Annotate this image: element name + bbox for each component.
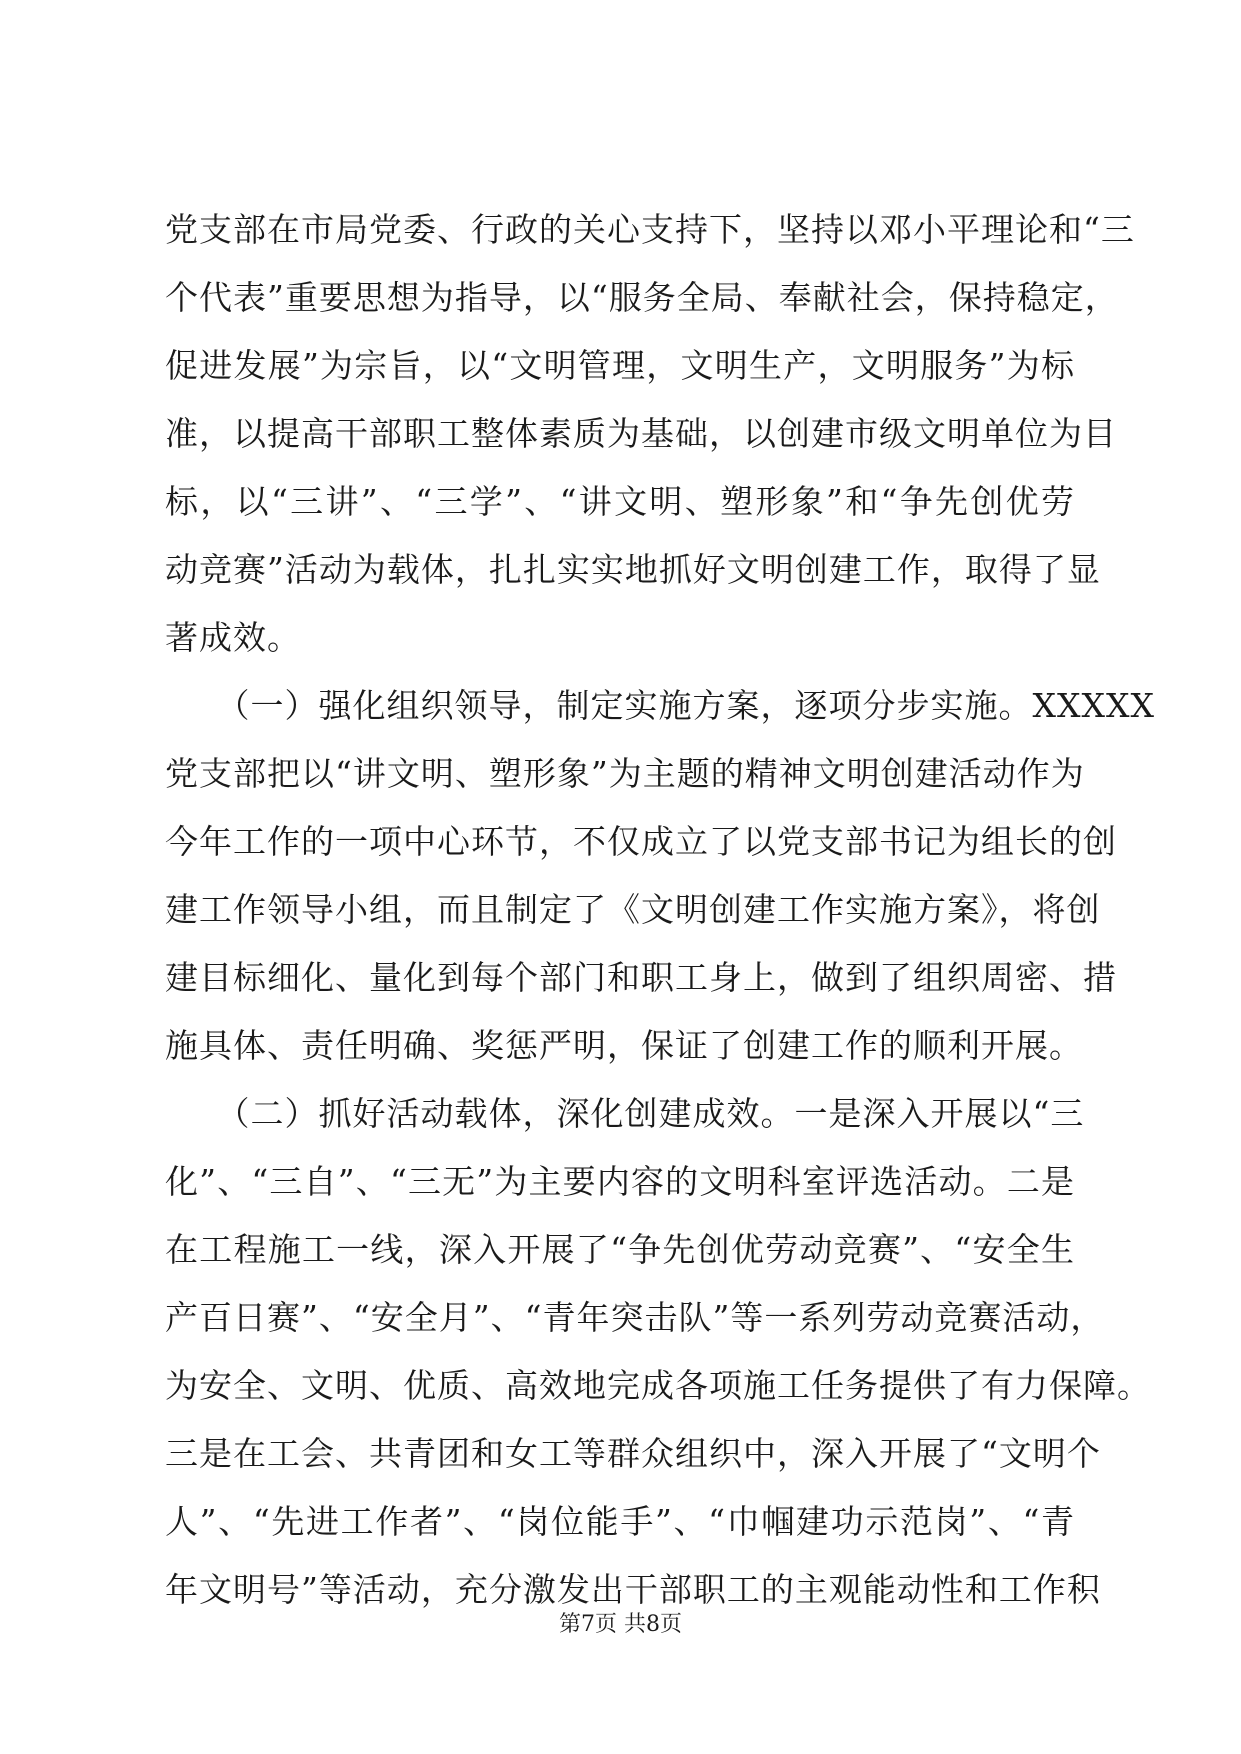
text-line: 人”、“先进工作者”、“岗位能手”、“巾帼建功示范岗”、“青	[165, 1502, 1075, 1541]
text-line: 三是在工会、共青团和女工等群众组织中，深入开展了“文明个	[165, 1434, 1101, 1473]
text-line: （二）抓好活动载体，深化创建成效。一是深入开展以“三	[165, 1094, 1085, 1133]
page-footer: 第7页 共8页	[559, 1612, 682, 1637]
text-line: 党支部在市局党委、行政的关心支持下，坚持以邓小平理论和“三	[165, 210, 1135, 249]
text-line: 动竞赛”活动为载体，扎扎实实地抓好文明创建工作，取得了显	[165, 550, 1101, 589]
text-line: 年文明号”等活动，充分激发出干部职工的主观能动性和工作积	[165, 1570, 1101, 1609]
text-line: 党支部把以“讲文明、塑形象”为主题的精神文明创建活动作为	[165, 754, 1085, 793]
text-line: 产百日赛”、“安全月”、“青年突击队”等一系列劳动竞赛活动，	[165, 1298, 1105, 1337]
text-line: 今年工作的一项中心环节，不仅成立了以党支部书记为组长的创	[165, 822, 1117, 861]
text-line: 建工作领导小组，而且制定了《文明创建工作实施方案》，将创	[165, 890, 1101, 929]
text-line: （一）强化组织领导，制定实施方案，逐项分步实施。XXXXX	[165, 686, 1155, 725]
text-line: 准，以提高干部职工整体素质为基础，以创建市级文明单位为目	[165, 414, 1117, 453]
text-line: 在工程施工一线，深入开展了“争先创优劳动竞赛”、“安全生	[165, 1230, 1075, 1269]
text-line: 标，以“三讲”、“三学”、“讲文明、塑形象”和“争先创优劳	[165, 482, 1075, 521]
text-line: 施具体、责任明确、奖惩严明，保证了创建工作的顺利开展。	[165, 1026, 1083, 1065]
text-line: 建目标细化、量化到每个部门和职工身上，做到了组织周密、措	[165, 958, 1117, 997]
text-line: 化”、“三自”、“三无”为主要内容的文明科室评选活动。二是	[165, 1162, 1075, 1201]
text-line: 著成效。	[165, 618, 301, 657]
body-text	[165, 196, 1155, 1624]
text-line: 促进发展”为宗旨，以“文明管理，文明生产，文明服务”为标	[165, 346, 1075, 385]
text-line: 个代表”重要思想为指导，以“服务全局、奉献社会，保持稳定，	[165, 278, 1119, 317]
text-line: 为安全、文明、优质、高效地完成各项施工任务提供了有力保障。	[165, 1366, 1151, 1405]
